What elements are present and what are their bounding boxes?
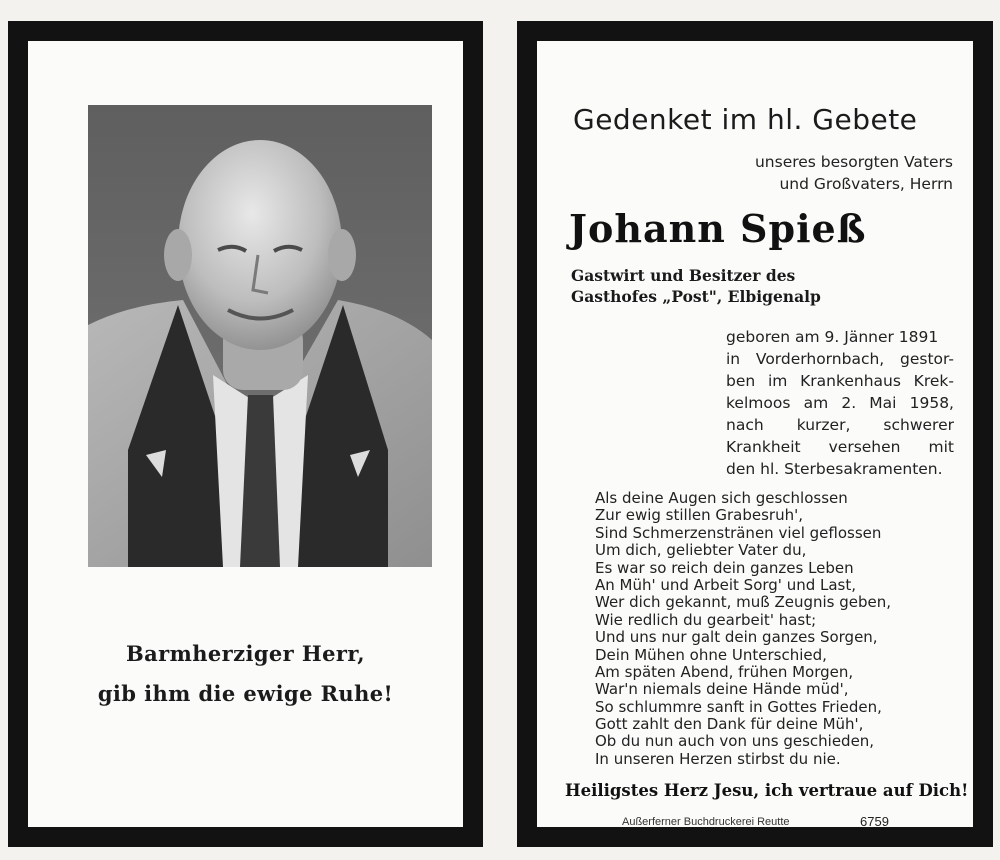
motto-line-2: gib ihm die ewige Ruhe! — [97, 681, 394, 706]
biography-line: Krankheit versehen mit — [726, 438, 954, 456]
memorial-poem — [595, 490, 891, 768]
biography-line: den hl. Sterbesakramenten. — [726, 460, 943, 478]
portrait-photo — [88, 105, 432, 567]
biography-line: ben im Krankenhaus Krek- — [726, 372, 954, 390]
motto-line-1: Barmherziger Herr, — [126, 641, 365, 666]
right-card — [537, 41, 973, 827]
card-number: 6759 — [860, 814, 889, 829]
left-card-border — [8, 21, 483, 847]
poem-line: Ob du nun auch von uns geschieden, — [595, 732, 875, 751]
poem-line: Es war so reich dein ganzes Leben — [595, 558, 854, 577]
poem-line: Um dich, geliebter Vater du, — [595, 541, 807, 560]
poem-line: Zur ewig stillen Grabesruh', — [595, 506, 803, 525]
occupation-line-1: Gastwirt und Besitzer des — [571, 266, 796, 285]
poem-line: Dein Mühen ohne Unterschied, — [595, 645, 827, 664]
poem-line: War'n niemals deine Hände müd', — [595, 680, 849, 699]
poem-line: So schlummre sanft in Gottes Frieden, — [595, 697, 882, 716]
printer-imprint: Außerferner Buchdruckerei Reutte — [622, 816, 790, 828]
occupation-line-2: Gasthofes „Post", Elbigenalp — [571, 287, 821, 306]
poem-line: Gott zahlt den Dank für deine Müh', — [595, 715, 864, 734]
biography — [726, 326, 954, 480]
poem-line: Und uns nur galt dein ganzes Sorgen, — [595, 628, 878, 647]
poem-line: An Müh' und Arbeit Sorg' und Last, — [595, 575, 857, 594]
biography-line: in Vorderhornbach, gestor- — [726, 350, 954, 368]
portrait-photo-icon — [88, 105, 432, 567]
dedication-line-2: und Großvaters, Herrn — [779, 175, 953, 193]
poem-line: Als deine Augen sich geschlossen — [595, 489, 848, 507]
memorial-heading: Gedenket im hl. Gebete — [573, 103, 918, 136]
poem-line: Sind Schmerzenstränen viel geflossen — [595, 523, 882, 542]
left-card — [28, 41, 463, 827]
biography-line: kelmoos am 2. Mai 1958, — [726, 394, 954, 412]
poem-line: In unseren Herzen stirbst du nie. — [595, 749, 841, 768]
dedication-line-1: unseres besorgten Vaters — [754, 153, 953, 171]
deceased-name: Johann Spieß — [569, 206, 867, 251]
biography-line: geboren am 9. Jänner 1891 — [726, 328, 939, 346]
right-card-border — [517, 21, 993, 847]
poem-line: Wie redlich du gearbeit' hast; — [595, 610, 817, 629]
closing-prayer: Heiligstes Herz Jesu, ich vertraue auf Dich! — [565, 781, 969, 800]
poem-line: Am späten Abend, frühen Morgen, — [595, 662, 854, 681]
biography-line: nach kurzer, schwerer — [726, 416, 954, 434]
poem-line: Wer dich gekannt, muß Zeugnis geben, — [595, 593, 892, 612]
